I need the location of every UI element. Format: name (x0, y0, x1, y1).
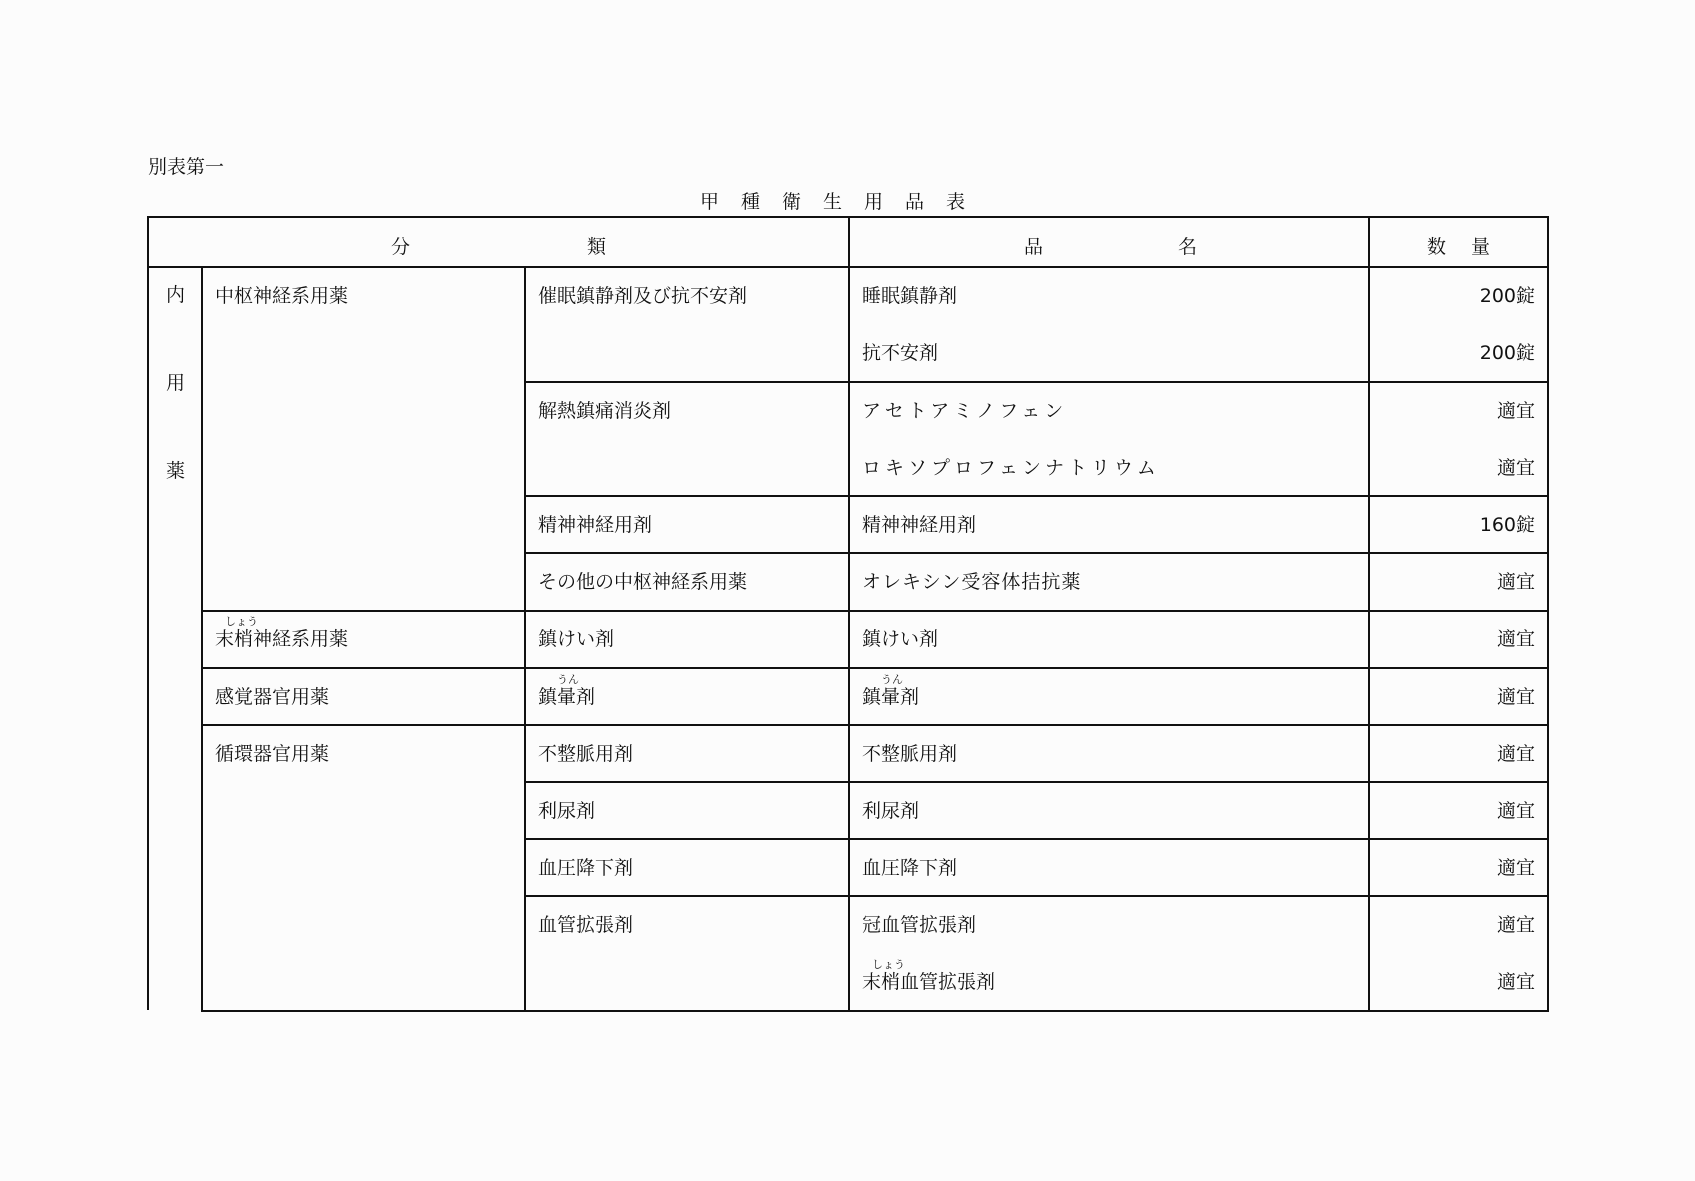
item-quantity: 適宜 (1496, 571, 1535, 593)
item-name: オレキシン受容体拮抗薬 (862, 571, 1082, 593)
item-quantity: 適宜 (1496, 686, 1535, 708)
subcategory: 解熱鎮痛消炎剤 (538, 400, 672, 422)
row-divider (201, 610, 1548, 612)
category-peripheral (215, 615, 349, 650)
item-label: 鎮暈剤 (862, 686, 920, 708)
subcategory: 鎮けい剤 (538, 628, 615, 650)
item-name (862, 958, 996, 993)
header-quantity-2: 量 (1471, 236, 1491, 258)
col-divider (1368, 216, 1370, 1012)
item-quantity: 適宜 (1496, 914, 1535, 936)
item-quantity: 適宜 (1496, 800, 1535, 822)
subcategory: 催眠鎮静剤及び抗不安剤 (538, 285, 748, 307)
subcategory: 利尿剤 (538, 800, 596, 822)
item-name: 冠血管拡張剤 (862, 914, 977, 936)
header-quantity-1: 数 (1427, 236, 1447, 258)
section-char: 薬 (166, 460, 186, 482)
item-quantity: 適宜 (1496, 857, 1535, 879)
item-name: アセトアミノフェン (862, 400, 1068, 422)
item-name: 抗不安剤 (862, 342, 939, 364)
subcategory: 精神神経用剤 (538, 514, 653, 536)
col-divider (524, 266, 526, 1012)
document-label: 別表第一 (148, 156, 225, 178)
subcategory (538, 673, 596, 708)
row-divider (524, 381, 1548, 383)
row-divider (524, 552, 1548, 554)
header-item-name-1: 品 (1024, 236, 1044, 258)
item-name (862, 673, 920, 708)
ruby-text: うん (881, 673, 903, 686)
subcategory: 血圧降下剤 (538, 857, 634, 879)
subcategory: その他の中枢神経系用薬 (538, 571, 748, 593)
table-border-bottom (201, 1010, 1548, 1012)
item-quantity: 適宜 (1496, 628, 1535, 650)
subcategory-label: 鎮暈剤 (538, 686, 596, 708)
item-quantity: 適宜 (1496, 971, 1535, 993)
item-name: 血圧降下剤 (862, 857, 958, 879)
category-circulatory: 循環器官用薬 (215, 743, 330, 765)
category-sensory: 感覚器官用薬 (215, 686, 330, 708)
item-quantity: 200錠 (1479, 342, 1535, 364)
item-quantity: 160錠 (1479, 514, 1535, 536)
item-label: 末梢血管拡張剤 (862, 971, 996, 993)
item-name: 精神神経用剤 (862, 514, 977, 536)
category-cns: 中枢神経系用薬 (215, 285, 349, 307)
header-classification-1: 分 (391, 236, 411, 258)
row-divider (201, 667, 1548, 669)
header-classification-2: 類 (587, 236, 607, 258)
row-divider (524, 781, 1548, 783)
table-border-right (1547, 216, 1549, 1012)
col-divider (201, 266, 203, 1012)
item-name: 睡眠鎮静剤 (862, 285, 958, 307)
item-name: 利尿剤 (862, 800, 920, 822)
table-border-left (147, 216, 149, 1010)
item-name: 鎮けい剤 (862, 628, 939, 650)
ruby-text: うん (557, 673, 579, 686)
item-quantity: 適宜 (1496, 743, 1535, 765)
item-quantity: 適宜 (1496, 457, 1535, 479)
section-char: 用 (166, 372, 186, 394)
col-divider (848, 216, 850, 1012)
item-quantity: 適宜 (1496, 400, 1535, 422)
document-title: 甲種衛生用品表 (700, 191, 988, 213)
row-divider (524, 838, 1548, 840)
row-divider (201, 724, 1548, 726)
item-quantity: 200錠 (1479, 285, 1535, 307)
item-name: 不整脈用剤 (862, 743, 958, 765)
subcategory: 血管拡張剤 (538, 914, 634, 936)
row-divider (524, 495, 1548, 497)
header-item-name-2: 名 (1178, 236, 1198, 258)
section-char: 内 (166, 284, 186, 306)
ruby-text: しょう (872, 958, 905, 971)
ruby-text: しょう (225, 615, 258, 628)
row-divider (524, 895, 1548, 897)
subcategory: 不整脈用剤 (538, 743, 634, 765)
item-name: ロキソプロフェンナトリウム (862, 457, 1160, 479)
category-label: 末梢神経系用薬 (215, 628, 349, 650)
